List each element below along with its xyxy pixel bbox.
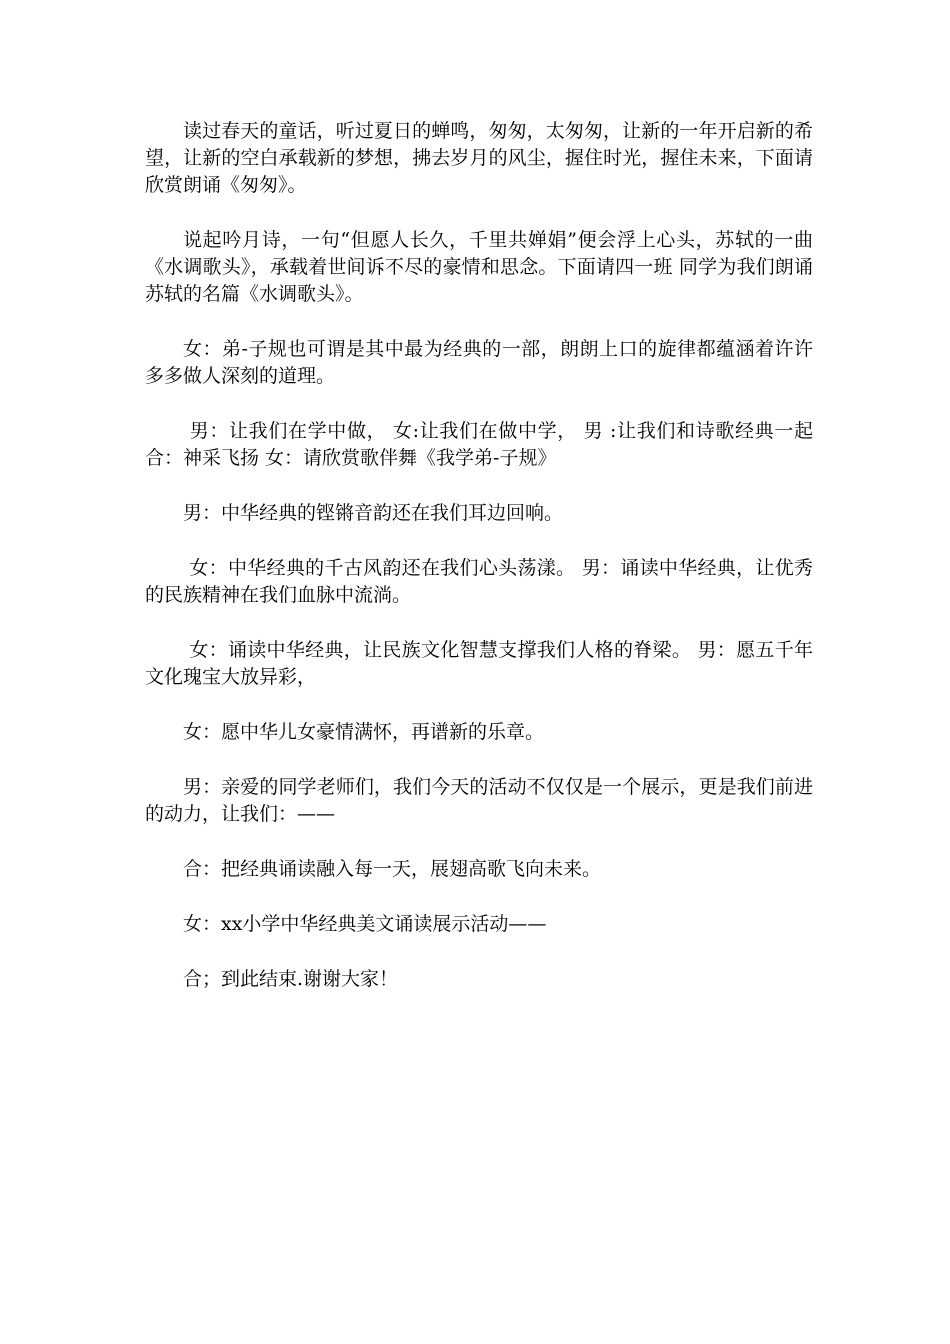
paragraph-6: 女：中华经典的千古风韵还在我们心头荡漾。 男：诵读中华经典，让优秀的民族精神在我们血脉中流淌。	[145, 557, 813, 606]
paragraph-5: 男：中华经典的铿锵音韵还在我们耳边回响。	[183, 502, 564, 524]
paragraph-10: 合：把经典诵读融入每一天，展翅高歌飞向未来。	[183, 858, 602, 880]
paragraph-1: 读过春天的童话，听过夏日的蝉鸣，匆匆，太匆匆，让新的一年开启新的希望，让新的空白承载新的梦想，拂去岁月的风尘，握住时光，握住未来，下面请欣赏朗诵《匆匆》。	[145, 120, 813, 196]
paragraph-3: 女：弟-子规也可谓是其中最为经典的一部，朗朗上口的旋律都蕴涵着许许多多做人深刻的道理。	[145, 338, 813, 387]
paragraph-12: 合；到此结束.谢谢大家！	[183, 968, 399, 990]
paragraph-8: 女：愿中华儿女豪情满怀，再谱新的乐章。	[183, 721, 545, 743]
paragraph-4: 男：让我们在学中做， 女:让我们在做中学， 男 :让我们和诗歌经典一起 合：神采飞扬 女：请欣赏歌伴舞《我学弟-子规》	[145, 420, 820, 469]
paragraph-11: 女：xx小学中华经典美文诵读展示活动——	[183, 913, 547, 935]
paragraph-7: 女：诵读中华经典，让民族文化智慧支撑我们人格的脊梁。 男：愿五千年文化瑰宝大放异彩，	[145, 639, 813, 688]
paragraph-2: 说起吟月诗，一句“但愿人长久，千里共婵娟”便会浮上心头，苏轼的一曲《水调歌头》，承载着世间诉不尽的豪情和思念。下面请四一班 同学为我们朗诵苏轼的名篇《水调歌头》。	[145, 229, 813, 305]
document-body	[145, 118, 820, 1021]
paragraph-9: 男：亲爱的同学老师们，我们今天的活动不仅仅是一个展示，更是我们前进的动力，让我们：——	[145, 776, 813, 825]
